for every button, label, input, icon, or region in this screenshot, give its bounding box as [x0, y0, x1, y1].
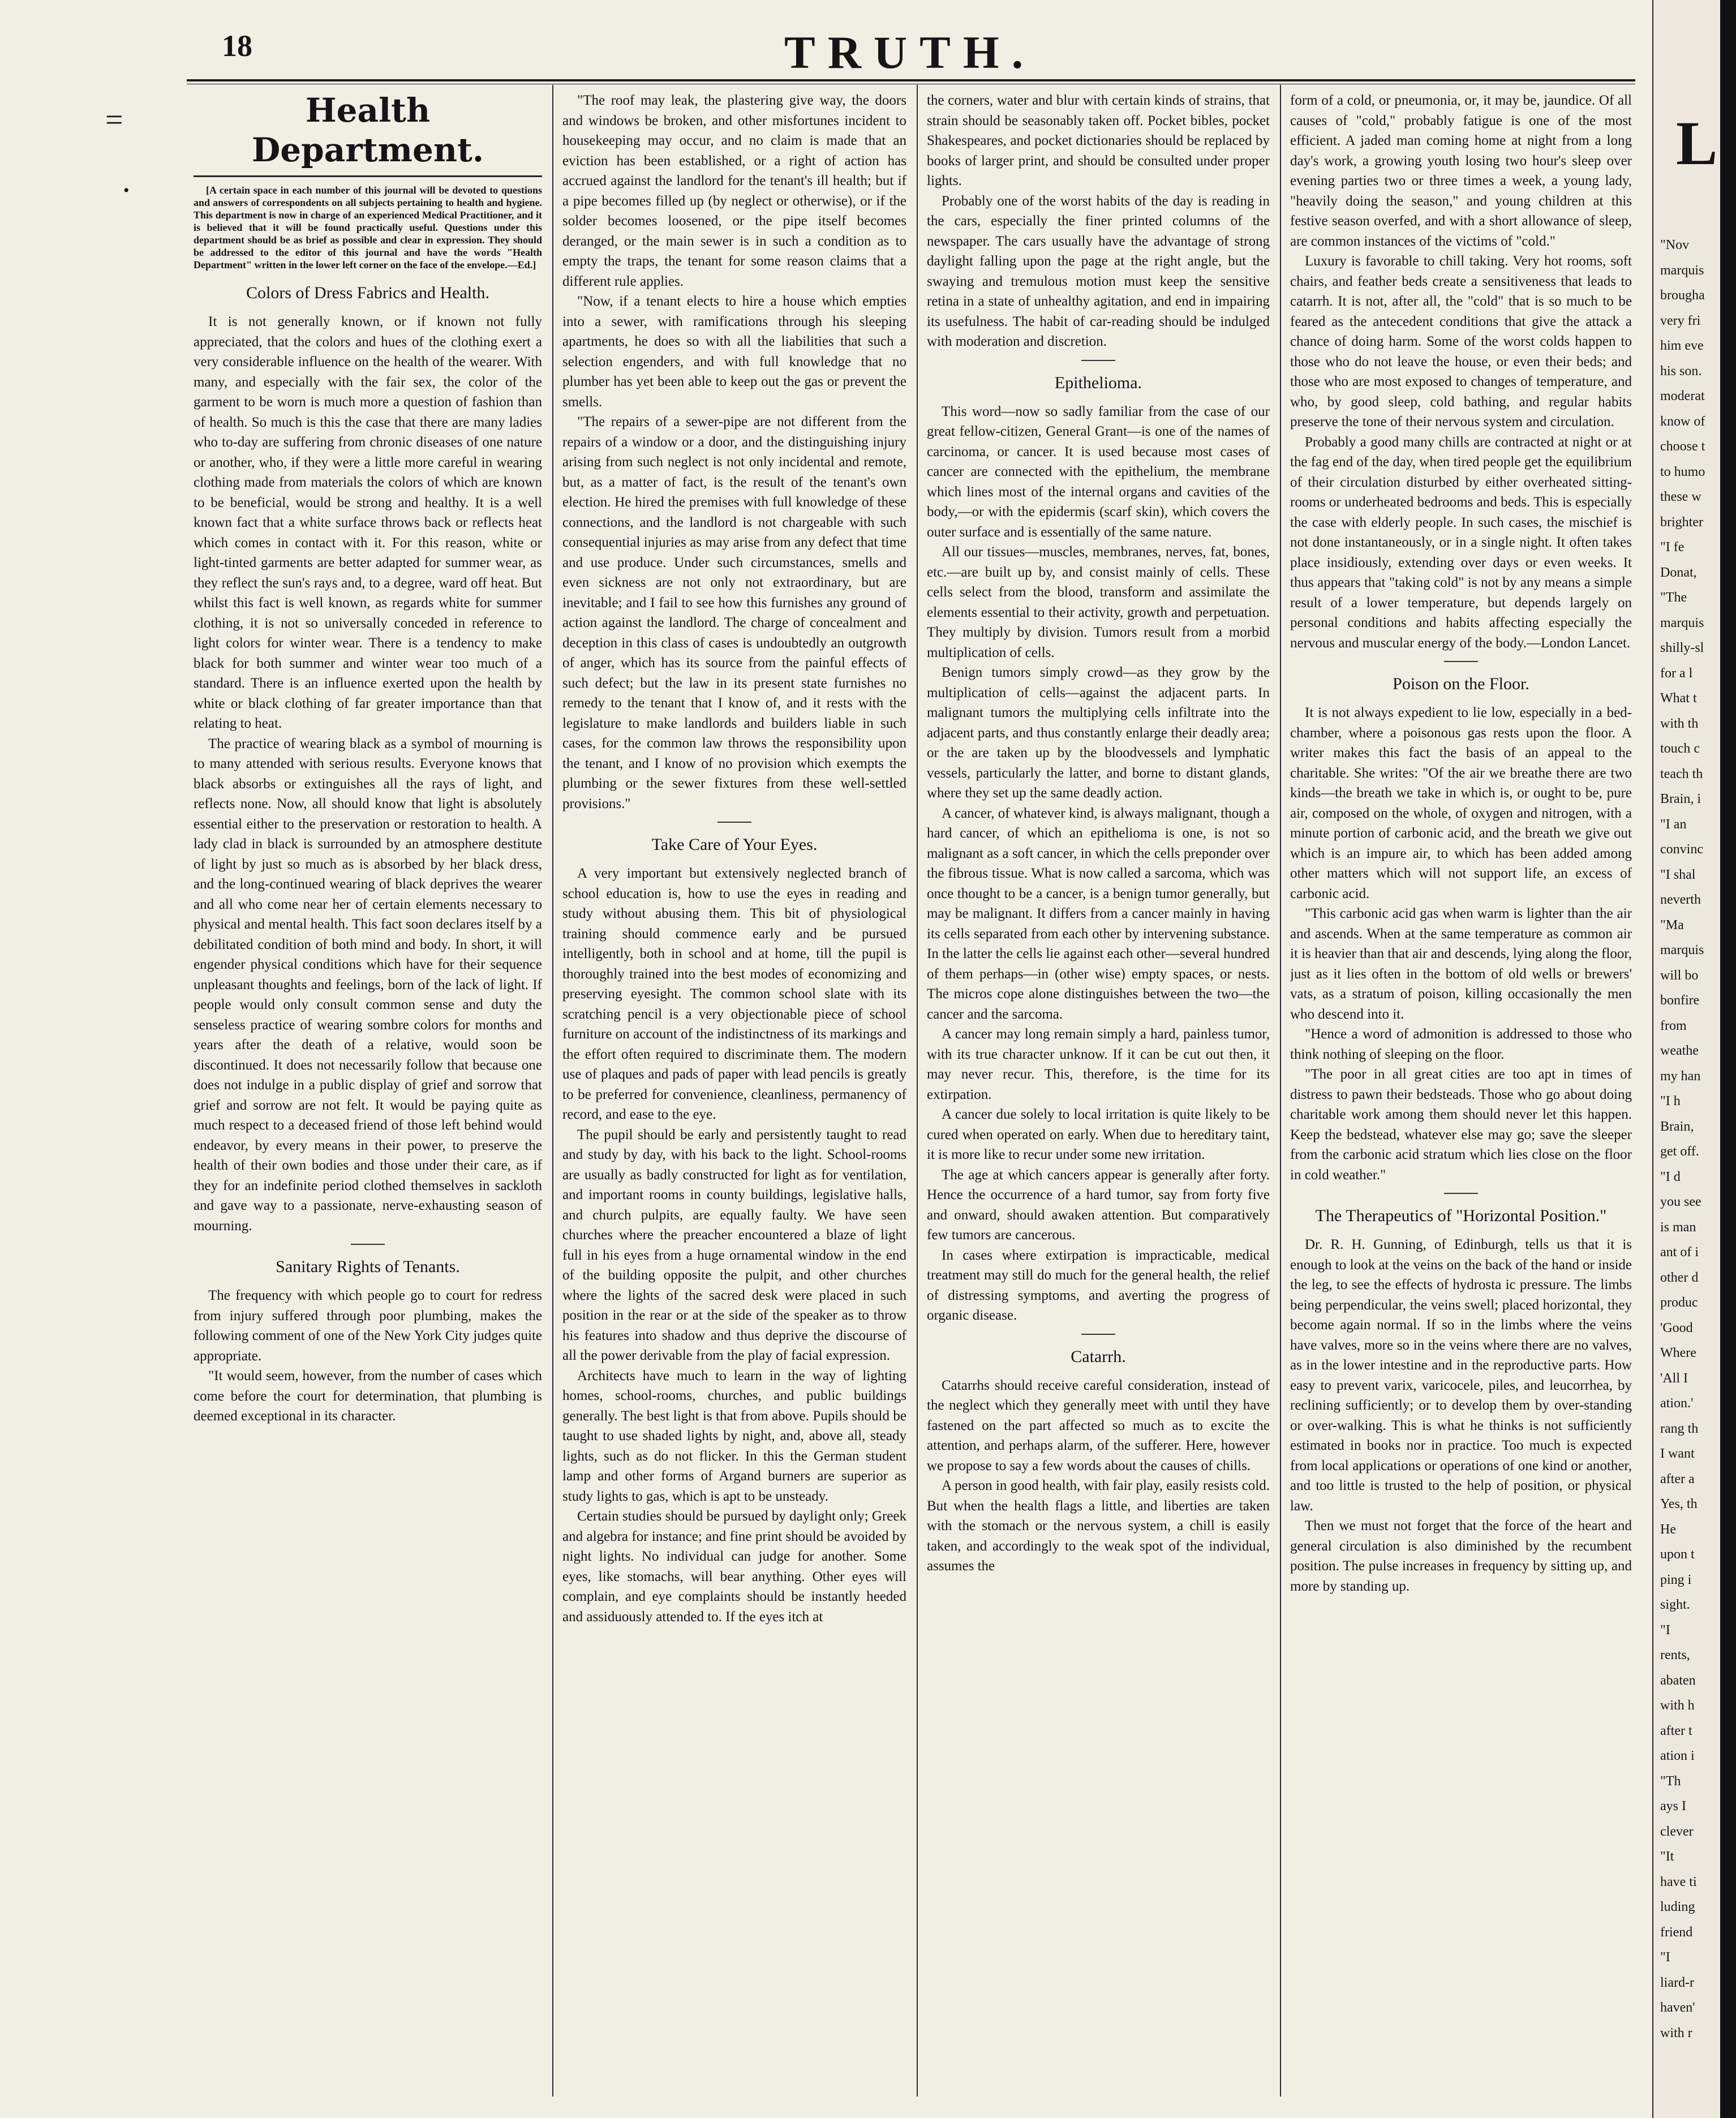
adjacent-page-line: weathe [1660, 1043, 1699, 1058]
adjacent-page-line: "The [1660, 590, 1687, 605]
paragraph: A cancer due solely to local irritation is quite likely to be cured when operated on early. When due to hereditary taint, it is more like to recur under some new irritation. [927, 1107, 1270, 1162]
adjacent-page-line: ping i [1660, 1572, 1692, 1587]
paragraph: A very important but extensively neglected branch of school education is, how to use the eyes in reading and study without abusing them. This bit of physiological training should commence early and be pursued intelligently, both in school and at home, till the pupil is thoroughly trained into the best modes of economizing and preserving eyesight. The common school slate with its scratching pencil is a very objectionable piece of school furniture on account of the indistinctness of its markings and the effort often required to discriminate them. The modern use of plaques and pads of paper with lead pencils is greatly to be preferred for convenience, cleanliness, permanency of record, and ease to the eye. [562, 866, 906, 1122]
adjacent-page-line: brougha [1660, 288, 1705, 303]
article-heading: Poison on the Floor. [1393, 675, 1529, 693]
adjacent-page-line: marquis [1660, 615, 1704, 630]
adjacent-page-line: rang th [1660, 1421, 1699, 1436]
article-heading: The Therapeutics of "Horizontal Position." [1315, 1206, 1607, 1225]
adjacent-page-line: "Th [1660, 1773, 1681, 1789]
adjacent-page-line: choose t [1660, 439, 1705, 454]
margin-dot: • [123, 181, 130, 200]
paragraph: "The roof may leak, the plastering give way, the doors and windows be broken, and other misfortunes incident to housekeeping may occur, and no claim is made that an eviction has been established, or a right of action has accrued against the landlord for the tenant's ill health; but if a pipe becomes filled up (by neglect or otherwise), or if the solder becomes loosened, or the pipe itself becomes deranged, or the main sewer is in such a condition as to empty the traps, the tenant for some reason claims that a different rule applies. [562, 93, 906, 289]
adjacent-page-line: 'All I [1660, 1371, 1688, 1386]
adjacent-page-line: him eve [1660, 338, 1704, 353]
adjacent-page-line: get off. [1660, 1144, 1699, 1159]
paragraph: It is not generally known, or if known not fully appreciated, that the colors and hues of the clothing exert a very considerable influence on the health of the wearer. With many, and especially with the fair sex, the color of the garment to be worn is much more a question of fashion than of health. So much is this the case that there are many ladies who to-day are suffering from chronic diseases of one nature or another, who, if they were a little more careful in wearing clothing made from materials the colors of which are known to be beneficial, would be strong and healthy. It is a well known fact that a white surface throws back or reflects heat which comes in contact with it. For this reason, white or light-tinted garments are better adapted for summer wear, as they reflect the sun's rays and, to a degree, ward off heat. But whilst this fact is well known, as regards white for summer clothing, it is not so universally conceded in reference to light colors for winter wear. There is a tendency to make black for both summer and winter wear too much of a standard. There is an influence exerted upon the health by white or black clothing of far greater importance than that relating to heat. [194, 314, 542, 731]
paragraph: "Hence a word of admonition is addressed to those who think nothing of sleeping on the floor. [1290, 1026, 1632, 1062]
adjacent-page-line: sight. [1660, 1597, 1690, 1612]
paragraph: "Now, if a tenant elects to hire a house which empties into a sewer, with ramifications through his sleeping apartments, he does so with all the liabilities that such a selection engenders, and with full knowledge that no plumber has yet been able to keep out the gas or prevent the smells. [562, 294, 906, 410]
editor-note: [A certain space in each number of this journal will be devoted to questions and answers of correspondents on all subjects pertaining to health and hygiene. This department is now in charge of an experienced Medical Practitioner, and it is believed that it will be found practically useful. Questions under this department should be as brief as possible and clear in expression. They should be addressed to the editor of this journal and have the words "Health Department" written in the lower left corner on the face of the envelope.—Ed.] [194, 184, 542, 270]
adjacent-page-line: "I d [1660, 1169, 1681, 1184]
article-heading: Epithelioma. [1054, 373, 1142, 392]
adjacent-page-line: teach th [1660, 766, 1703, 781]
adjacent-page-line: neverth [1660, 892, 1701, 907]
article-separator [1444, 661, 1478, 662]
adjacent-page-line: brighter [1660, 514, 1703, 530]
adjacent-page-line: bonfire [1660, 993, 1700, 1008]
paragraph: "This carbonic acid gas when warm is lighter than the air and ascends. When at the same temperature as common air it is heavier than that air and descends, lying along the floor, just as it lies often in the bottom of old wells or brewers' vats, as a stratum of poison, killing occasionally the men who descend into it. [1290, 906, 1632, 1022]
adjacent-page-line: What t [1660, 691, 1697, 706]
masthead-title: TRUTH. [784, 27, 1036, 78]
adjacent-page-line: "I h [1660, 1094, 1681, 1109]
column-2 [562, 91, 906, 2096]
adjacent-page-line: luding [1660, 1900, 1695, 1914]
page-number: 18 [222, 29, 252, 63]
article-heading: Take Care of Your Eyes. [651, 835, 818, 854]
adjacent-page-line: "Ma [1660, 917, 1684, 933]
paragraph: All our tissues—muscles, membranes, nerves, fat, bones, etc.—are built up by, and consist mainly of cells. These cells select from the blood, transform and assimilate the elements essential to their activity, growth and perpetuation. They multiply by division. Tumors result from a morbid multiplication of cells. [927, 544, 1270, 660]
adjacent-page-line: you see [1660, 1195, 1701, 1209]
adjacent-page-line: with r [1660, 2025, 1692, 2040]
paragraph: "The repairs of a sewer-pipe are not different from the repairs of a window or a door, and the distinguishing injury arising from such neglect is not only incidental and remote, but, as a matter of fact, is the result of the tenant's own election. He hired the premises with full knowledge of these connections, and the landlord is not chargeable with such consequential injuries as may arise from any defect that time and use produce. Under such circumstances, smells and even sickness are not only not extraordinary, but are inevitable; and I fail to see how this furnishes any ground of action against the landlord. The charge of concealment and deception in this class of cases is undoubtedly an outgrowth of anger, which has its source from the painful effects of such defect; but the law in its present state furnishes no remedy to the tenant that I know of, and it rests with the legislature to make landlords and builders liable in such cases, for the common law throws the responsibility upon the tenant, and I know of no provision which exempts the plumbing or the sewer fixtures from these well-settled provisions." [562, 414, 906, 811]
adjacent-page-line: clever [1660, 1824, 1694, 1839]
adjacent-page-line: "I fe [1660, 540, 1685, 555]
adjacent-page-line: "It [1660, 1849, 1674, 1864]
adjacent-page-line: Brain, i [1660, 792, 1701, 806]
margin-mark: = [105, 102, 123, 138]
adjacent-page-line: touch c [1660, 741, 1700, 756]
adjacent-page-line: Where [1660, 1346, 1696, 1360]
adjacent-page-line: will bo [1660, 968, 1699, 983]
adjacent-page-line: He [1660, 1522, 1676, 1537]
paragraph: In cases where extirpation is impracticable, medical treatment may still do much for the general health, the relief of distressing symptoms, and averting the progress of organic disease. [927, 1247, 1270, 1323]
paragraph: Catarrhs should receive careful consideration, instead of the neglect which they generally meet with until they have fastened on the part affected so much as to excite the attention, and perhaps alarm, of the sufferer. Here, however we propose to say a few words about the causes of chills. [927, 1377, 1270, 1473]
adjacent-page-line: liard-r [1660, 1975, 1694, 1990]
adjacent-page-line: after t [1660, 1723, 1692, 1738]
paragraph: Then we must not forget that the force of the heart and general circulation is also diminished by the recumbent position. The pulse increases in frequency by sitting up, and more by standing up. [1290, 1518, 1632, 1594]
adjacent-page-line: Yes, th [1660, 1497, 1698, 1511]
adjacent-page-line: with h [1660, 1698, 1695, 1713]
adjacent-page-line: ation.' [1660, 1396, 1694, 1411]
paragraph: A person in good health, with fair play, easily resists cold. But when the health flags a little, and liberties are taken with the stomach or the nervous system, a chill is easily taken, and accordingly to the weak spot of the individual, assumes the [927, 1478, 1270, 1574]
paragraph: It is not always expedient to lie low, especially in a bed-chamber, where a poisonous gas rests upon the floor. A writer makes this fact the basis of an appeal to the charitable. She writes: "Of the air we breathe there are two kinds—the breath we take in which is, or ought to be, pure air, composed on the whole, of oxygen and nitrogen, with a minute portion of carbonic acid, and the breath we give out which is an impure air, to which has been added among other matters which will not support life, an excess of carbonic acid. [1290, 705, 1632, 901]
column-rule [552, 85, 553, 2096]
adjacent-page-line: from [1660, 1018, 1687, 1033]
adjacent-page-line: "I [1660, 1622, 1670, 1638]
adjacent-page-line: "I shal [1660, 867, 1696, 882]
article-separator [351, 1244, 385, 1245]
adjacent-page-line: convinc [1660, 842, 1703, 857]
adjacent-page-line: ays I [1660, 1799, 1686, 1814]
adjacent-page-line: very fri [1660, 313, 1701, 328]
adjacent-page-line: know of [1660, 414, 1705, 429]
adjacent-page-line: have ti [1660, 1874, 1697, 1889]
adjacent-page-line: for a l [1660, 665, 1693, 681]
header-rule [187, 79, 1635, 81]
adjacent-page-line: rents, [1660, 1648, 1690, 1662]
adjacent-page-line: "I [1660, 1950, 1670, 1965]
paragraph: A cancer may long remain simply a hard, painless tumor, with its true character unknow. If it can be cut out then, it may never recur. This, therefore, is the time for its extirpation. [927, 1026, 1270, 1102]
adjacent-page-line: haven' [1660, 2000, 1695, 2015]
column-rule [917, 85, 918, 2096]
adjacent-page-line: to humo [1660, 464, 1705, 479]
adjacent-page-line: my han [1660, 1068, 1701, 1084]
department-title: Health Department. [251, 91, 484, 169]
adjacent-page-line: marquis [1660, 263, 1704, 278]
adjacent-page-line: is man [1660, 1219, 1696, 1235]
adjacent-page-line: shilly-sl [1660, 641, 1704, 655]
article-heading: Sanitary Rights of Tenants. [276, 1257, 460, 1276]
article-heading: Colors of Dress Fabrics and Health. [246, 283, 489, 302]
paragraph: The age at which cancers appear is generally after forty. Hence the occurrence of a hard tumor, say from forty five and onward, should awaken attention. But comparatively few tumors are cancerous. [927, 1167, 1270, 1243]
paragraph: "It would seem, however, from the number of cases which come before the court for determination, that plumbing is deemed exceptional in its character. [194, 1368, 542, 1424]
paragraph: Architects have much to learn in the way of lighting homes, school-rooms, churches, and public buildings generally. The best light is that from above. Pupils should be taught to use shaded lights by night, and, above all, steady lights, such as do not flicker. In this the German student lamp and other forms of Argand burners are superior as study lights to gas, which is apt to be unsteady. [562, 1368, 906, 1504]
paragraph: Certain studies should be pursued by daylight only; Greek and algebra for instance; and fine print should be avoided by night lights. No individual can judge for another. Some eyes, like stomachs, will bear anything. Other eyes will complain, and eye complaints should be instantly heeded and assiduously attended to. If the eyes itch at [562, 1509, 906, 1625]
article-separator [717, 822, 751, 823]
paragraph: form of a cold, or pneumonia, or, it may be, jaundice. Of all causes of "cold," probably fatigue is one of the most efficient. A jaded man coming home at night from a long day's work, a growing youth losing two hour's sleep over evening parties two or three times a week, a young lady, "heavily doing the season," and young children at this festive season overfed, and with a short allowance of sleep, are common instances of the victims of "cold." [1290, 93, 1632, 249]
adjacent-page-line: produc [1660, 1295, 1698, 1310]
adjacent-page-line: Brain, [1660, 1119, 1694, 1134]
adjacent-page-line: ant of i [1660, 1245, 1699, 1260]
adjacent-page-line: moderat [1660, 389, 1705, 403]
paragraph: Luxury is favorable to chill taking. Very hot rooms, soft chairs, and feather beds create a sensitiveness that leads to catarrh. It is not, after all, the "cold" that is so much to be feared as the antecedent conditions that give the attack a chance of doing harm. Some of the worst colds happen to those who do not leave the house, or even their beds; and those who are most exposed to changes of temperature, and who, by good sleep, cold bathing, and regular habits preserve the tone of their nervous system and circulation. [1290, 254, 1632, 429]
article-separator [1081, 1334, 1115, 1335]
paragraph: The frequency with which people go to court for redress from injury suffered through poor plumbing, makes the following comment of one of the New York City judges quite appropriate. [194, 1288, 542, 1364]
column-rule [1280, 85, 1281, 2096]
adjacent-page-line: other d [1660, 1270, 1699, 1285]
adjacent-page-line: "I an [1660, 817, 1687, 832]
drop-cap-letter: L [1676, 109, 1718, 178]
article-heading: Catarrh. [1071, 1347, 1126, 1366]
paragraph: The practice of wearing black as a symbol of mourning is to many attended with serious results. Everyone knows that black absorbs or extinguishes all the rays of light, and reflects none. Now, all should know that light is absolutely essential either to the preservation or restoration to health. A lady clad in black is surrounded by an atmosphere destitute of light by just so much as is absorbed by her black dress, and the long-continued wearing of black deprives the wearer and all who come near her of certain elements necessary to physical and mental health. This fact soon declares itself by a debilitated condition of both mind and body. In short, it will engender physical conditions which have for their sequence unpleasant thoughts and feelings, born of the lack of light. If people would only consult common sense and duty the senseless practice of wearing sombre colors for months and years after the death of a relative, would soon be discontinued. It does not necessarily follow that because one does not indulge in a public display of grief and sorrow that grief and sorrow are not felt. It would be paying quite as much respect to a deceased friend of those left behind would endeavor, by every means in their power, to preserve the health of their own bodies and those under their care, as if they for an indefinite period clothed themselves in sackloth and gave way to a passionate, nerve-exhausting season of mourning. [194, 736, 542, 1234]
paragraph: Benign tumors simply crowd—as they grow by the multiplication of cells—against the adjacent parts. In malignant tumors the multiplying cells infiltrate into the adjacent parts, and thus constantly enlarge their deadly area; or the are taken up by the bloodvessels and lymphatic vessels, particularly the latter, and borne to distant glands, where they set up the same deadly action. [927, 665, 1270, 801]
adjacent-page-line: "Nov [1660, 238, 1690, 252]
adjacent-page-line: these w [1660, 489, 1701, 504]
paragraph: Dr. R. H. Gunning, of Edinburgh, tells us that it is enough to look at the veins on the back of the hand or inside the leg, to see the effects of hydrosta ic pressure. The limbs being perpendicular, the veins swell; placed horizontal, they become again normal. If so in the limbs where the veins have valves, more so in the veins where there are no valves, as in the lower intestine and in the reproductive parts. How easy to prevent varix, varicocele, piles, and leucorrhea, by reclining sufficiently; or to develop them by over-standing or over-walking. This is what he thinks is not sufficiently estimated in books nor in practice. Too much is expected from local applications or operations of one kind or another, and too little is trusted to the help of position, or physical law. [1290, 1237, 1632, 1514]
paragraph: A cancer, of whatever kind, is always malignant, though a hard cancer, of which an epithelioma is one, is not so malignant as a soft cancer, in which the cells preponder over the fibrous tissue. What is now called a sarcoma, which was once thought to be a cancer, is a benign tumor generally, but may be malignant. It differs from a cancer mainly in having its cells separated from each other by intervening substance. In the latter the cells lie against each other—several hundred of them perhaps—in (other wise) empty spaces, or nests. The micros cope alone distinguishes between the two—the cancer and the sarcoma. [927, 805, 1270, 1022]
column-4 [1290, 91, 1632, 2096]
adjacent-page-line: after a [1660, 1471, 1695, 1487]
adjacent-page-line: his son. [1660, 363, 1702, 379]
paragraph: Probably one of the worst habits of the day is reading in the cars, especially the finer printed columns of the newspaper. The cars usually have the advantage of strong daylight falling upon the page at the right angle, but the swaying and tremulous motion must keep the sensitive retina in a state of unhealthy agitation, and end in impairing its usefulness. The habit of car-reading should be indulged with moderation and discretion. [927, 193, 1270, 349]
paragraph: "The poor in all great cities are too apt in times of distress to pawn their bedsteads. Those who go about doing charitable work among them should never let this happen. Keep the bedstead, whatever else may go; save the sleeper from the carbonic acid stratum which lies close on the floor in cold weather." [1290, 1067, 1632, 1183]
adjacent-page-line: upon t [1660, 1547, 1695, 1562]
article-separator [1081, 360, 1115, 361]
adjacent-page-line: marquis [1660, 943, 1704, 957]
adjacent-page-line: I want [1660, 1446, 1695, 1461]
page-binding-shadow [1720, 0, 1736, 2118]
department-rule [194, 175, 542, 177]
article-separator [1444, 1193, 1478, 1194]
paragraph: This word—now so sadly familiar from the case of our great fellow-citizen, General Grant—is one of the names of carcinoma, or cancer. It is used because most cases of cancer are connected with the epithelium, the membrane which lines most of the internal organs and cavities of the body,—or with the epidermis (scarf skin), which covers the outer surface and is essentially of the same nature. [927, 403, 1270, 540]
adjacent-page-line: abaten [1660, 1673, 1696, 1688]
column-3 [927, 91, 1270, 2096]
adjacent-page-line: friend [1660, 1924, 1693, 1940]
adjacent-page-line: with th [1660, 716, 1699, 731]
paragraph: the corners, water and blur with certain kinds of strains, that strain should be seasonably taken off. Pocket bibles, pocket Shakespeares, and pocket dictionaries should be replaced by books of larger print, and should be consulted under proper lights. [927, 93, 1270, 188]
adjacent-page-line: ation i [1660, 1748, 1695, 1763]
column-1 [194, 91, 542, 2096]
paragraph: Probably a good many chills are contracted at night or at the fag end of the day, when tired people get the equilibrium of their circulation disturbed by either overheated sitting-rooms or underheated bedrooms and beds. This is especially the case with elderly people. In such cases, the mischief is not done instantaneously, or in a single night. It often takes place insidiously, extending over days or even weeks. It thus appears that "taking cold" is not by any means a simple result of a lower temperature, but depends largely on personal conditions and habits affecting especially the nervous and muscular energy of the body.—London Lancet. [1290, 434, 1632, 651]
adjacent-page-line: Donat, [1660, 565, 1697, 580]
paragraph: The pupil should be early and persistently taught to read and study by day, with his back to the light. School-rooms are usually as badly constructed for light as for ventilation, and important rooms in county buildings, legislative halls, and church pulpits, are equally faulty. We have seen churches where the preacher encountered a blaze of light full in his eyes from a huge ornamental window in the end of the building opposite the pulpit, and other churches where the lights of the sacred desk were placed in such position in the rear or at the side of the speaker as to throw his features into shadow and thus deprive the discourse of all the power derivable from the play of facial expression. [562, 1127, 906, 1363]
adjacent-page-line: 'Good [1660, 1320, 1693, 1335]
